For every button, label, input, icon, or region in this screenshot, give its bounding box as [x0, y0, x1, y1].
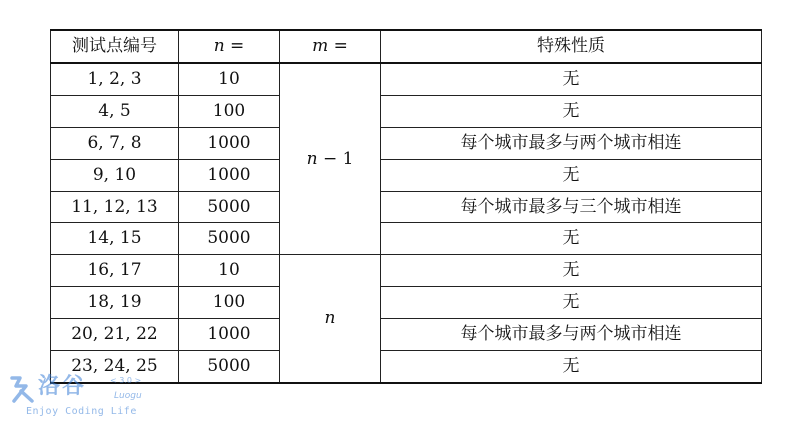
- cell-n: 1000: [179, 319, 280, 351]
- cell-test-id: 6, 7, 8: [51, 127, 179, 159]
- table-row: [51, 159, 762, 191]
- luogu-logo-icon: [6, 374, 36, 404]
- header-m: m =: [280, 30, 381, 63]
- cell-n: 10: [179, 255, 280, 287]
- table-row: [51, 191, 762, 223]
- header-special-property: 特殊性质: [381, 30, 762, 63]
- cell-property: 每个城市最多与两个城市相连: [381, 319, 762, 351]
- cell-property: 无: [381, 351, 762, 383]
- constraints-table: [50, 29, 762, 384]
- cell-test-id: 11, 12, 13: [51, 191, 179, 223]
- cell-n: 10: [179, 63, 280, 95]
- cell-test-id: 16, 17: [51, 255, 179, 287]
- cell-test-id: 18, 19: [51, 287, 179, 319]
- luogu-latin-name: Luogu: [114, 391, 142, 401]
- table-row: [51, 287, 762, 319]
- cell-n: 5000: [179, 191, 280, 223]
- cell-m-group-1: n − 1: [280, 63, 381, 255]
- table-row: [51, 223, 762, 255]
- cell-n: 5000: [179, 223, 280, 255]
- cell-n: 1000: [179, 159, 280, 191]
- cell-property: 无: [381, 159, 762, 191]
- table-row: [51, 127, 762, 159]
- table-row: [51, 95, 762, 127]
- cell-test-id: 23, 24, 25: [51, 351, 179, 383]
- luogu-logo-text: 洛谷: [38, 374, 87, 399]
- cell-m-group-2: n: [280, 255, 381, 383]
- table-row: [51, 255, 762, 287]
- header-n: n =: [179, 30, 280, 63]
- header-test-id: 测试点编号: [51, 30, 179, 63]
- cell-test-id: 9, 10: [51, 159, 179, 191]
- cell-property: 每个城市最多与两个城市相连: [381, 127, 762, 159]
- luogu-version: < 3.0 >: [110, 376, 142, 385]
- table-row: [51, 319, 762, 351]
- cell-n: 5000: [179, 351, 280, 383]
- table-header-row: [51, 30, 762, 63]
- cell-property: 无: [381, 63, 762, 95]
- cell-property: 每个城市最多与三个城市相连: [381, 191, 762, 223]
- cell-test-id: 20, 21, 22: [51, 319, 179, 351]
- constraints-table-container: [50, 29, 761, 384]
- cell-n: 100: [179, 95, 280, 127]
- cell-test-id: 1, 2, 3: [51, 63, 179, 95]
- cell-property: 无: [381, 255, 762, 287]
- cell-property: 无: [381, 95, 762, 127]
- luogu-slogan: Enjoy Coding Life: [26, 406, 137, 417]
- cell-n: 1000: [179, 127, 280, 159]
- table-row: [51, 63, 762, 95]
- cell-test-id: 4, 5: [51, 95, 179, 127]
- cell-property: 无: [381, 223, 762, 255]
- luogu-watermark: [6, 374, 166, 420]
- cell-property: 无: [381, 287, 762, 319]
- cell-test-id: 14, 15: [51, 223, 179, 255]
- cell-n: 100: [179, 287, 280, 319]
